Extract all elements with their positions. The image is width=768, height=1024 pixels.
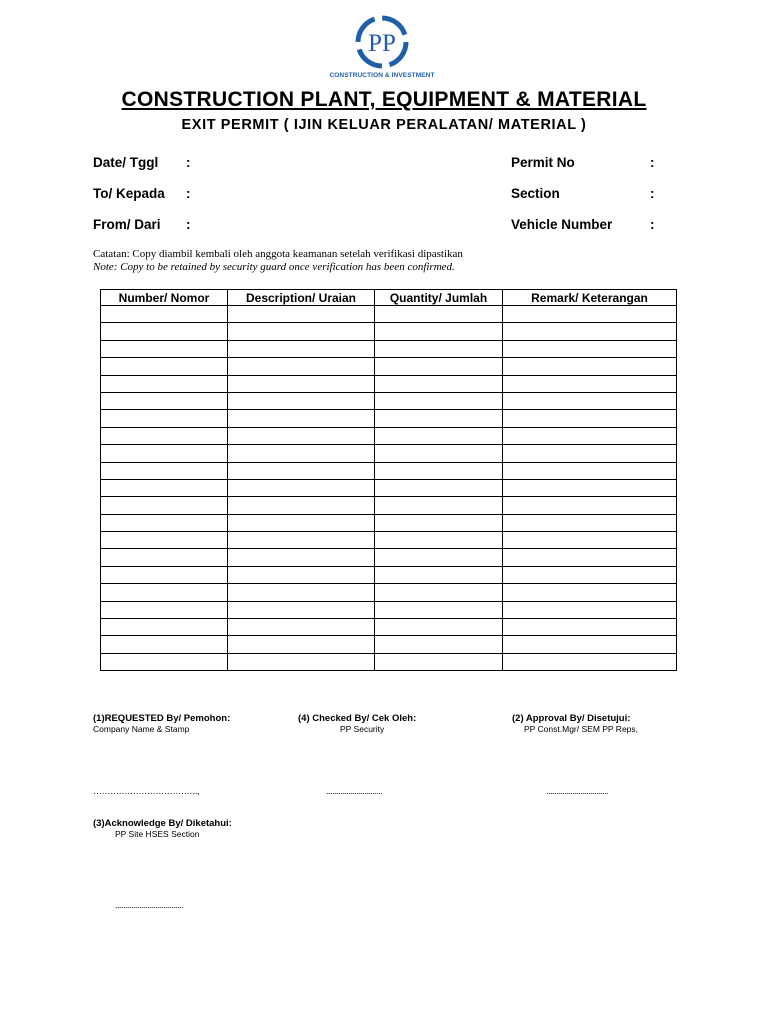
requested-by-heading: (1)REQUESTED By/ Pemohon: [93, 713, 231, 724]
logo-caption: CONSTRUCTION & INVESTMENT [329, 72, 435, 79]
cell-remark [503, 514, 677, 531]
cell-quantity [375, 427, 503, 444]
table-row [101, 653, 677, 670]
cell-remark [503, 549, 677, 566]
cell-number [101, 601, 228, 618]
pp-logo-icon [326, 12, 438, 74]
cell-description [228, 514, 375, 531]
acknowledge-by-heading: (3)Acknowledge By/ Diketahui: [93, 818, 232, 829]
cell-description [228, 392, 375, 409]
cell-remark [503, 497, 677, 514]
col-quantity-header: Quantity/ Jumlah [375, 290, 503, 306]
cell-number [101, 653, 228, 670]
cell-description [228, 532, 375, 549]
table-row [101, 375, 677, 392]
cell-number [101, 375, 228, 392]
cell-remark [503, 392, 677, 409]
from-label: From/ Dari [93, 217, 161, 232]
cell-remark [503, 619, 677, 636]
requested-by-sub: Company Name & Stamp [93, 724, 190, 734]
cell-description [228, 479, 375, 496]
cell-quantity [375, 514, 503, 531]
cell-description [228, 497, 375, 514]
cell-quantity [375, 566, 503, 583]
table-row [101, 410, 677, 427]
cell-description [228, 340, 375, 357]
permit-no-label: Permit No [511, 155, 575, 170]
cell-number [101, 410, 228, 427]
cell-quantity [375, 462, 503, 479]
cell-remark [503, 323, 677, 340]
col-description-header: Description/ Uraian [228, 290, 375, 306]
cell-quantity [375, 358, 503, 375]
cell-number [101, 497, 228, 514]
cell-remark [503, 566, 677, 583]
checked-by-signature-line: ............................ [326, 786, 383, 796]
logo-mark: PP [368, 30, 396, 57]
cell-remark [503, 653, 677, 670]
cell-number [101, 566, 228, 583]
from-colon: : [186, 217, 191, 232]
cell-number [101, 514, 228, 531]
cell-remark [503, 636, 677, 653]
cell-number [101, 358, 228, 375]
cell-number [101, 479, 228, 496]
cell-remark [503, 358, 677, 375]
cell-quantity [375, 601, 503, 618]
cell-number [101, 323, 228, 340]
table-row [101, 514, 677, 531]
cell-description [228, 619, 375, 636]
cell-number [101, 636, 228, 653]
cell-description [228, 549, 375, 566]
cell-remark [503, 306, 677, 323]
cell-description [228, 462, 375, 479]
vehicle-number-label: Vehicle Number [511, 217, 613, 232]
section-colon: : [650, 186, 655, 201]
cell-description [228, 636, 375, 653]
cell-description [228, 323, 375, 340]
cell-description [228, 584, 375, 601]
approval-by-sub: PP Const.Mgr/ SEM PP Reps, [524, 724, 639, 734]
cell-remark [503, 340, 677, 357]
document-subtitle: EXIT PERMIT ( IJIN KELUAR PERALATAN/ MATERIAL ) [181, 117, 587, 133]
cell-quantity [375, 323, 503, 340]
table-row [101, 427, 677, 444]
cell-number [101, 392, 228, 409]
table-header-row [101, 290, 677, 306]
table-body [101, 306, 677, 671]
note-indonesian: Catatan: Copy diambil kembali oleh anggota keamanan setelah verifikasi dipastikan [93, 248, 463, 260]
cell-description [228, 427, 375, 444]
cell-quantity [375, 479, 503, 496]
cell-description [228, 653, 375, 670]
cell-quantity [375, 497, 503, 514]
to-label: To/ Kepada [93, 186, 165, 201]
items-table [100, 289, 677, 671]
cell-remark [503, 532, 677, 549]
permit-no-colon: : [650, 155, 655, 170]
approval-by-heading: (2) Approval By/ Disetujui: [512, 713, 631, 724]
cell-number [101, 427, 228, 444]
cell-number [101, 532, 228, 549]
cell-remark [503, 410, 677, 427]
cell-number [101, 549, 228, 566]
cell-remark [503, 462, 677, 479]
to-colon: : [186, 186, 191, 201]
table-row [101, 392, 677, 409]
cell-description [228, 566, 375, 583]
cell-description [228, 375, 375, 392]
cell-number [101, 619, 228, 636]
company-logo [326, 12, 438, 82]
table-row [101, 340, 677, 357]
cell-remark [503, 375, 677, 392]
checked-by-heading: (4) Checked By/ Cek Oleh: [298, 713, 417, 724]
table-row [101, 306, 677, 323]
cell-remark [503, 584, 677, 601]
cell-remark [503, 445, 677, 462]
cell-remark [503, 427, 677, 444]
table-row [101, 584, 677, 601]
cell-quantity [375, 584, 503, 601]
cell-quantity [375, 653, 503, 670]
cell-quantity [375, 532, 503, 549]
cell-quantity [375, 392, 503, 409]
table-row [101, 479, 677, 496]
cell-quantity [375, 636, 503, 653]
table-row [101, 619, 677, 636]
cell-remark [503, 479, 677, 496]
requested-by-signature-line: ………………………………., [93, 786, 200, 796]
table-row [101, 636, 677, 653]
cell-description [228, 445, 375, 462]
col-number-header: Number/ Nomor [101, 290, 228, 306]
table-row [101, 445, 677, 462]
cell-quantity [375, 306, 503, 323]
table-row [101, 566, 677, 583]
note-english: Note: Copy to be retained by security guard once verification has been confirmed. [93, 261, 455, 273]
cell-number [101, 306, 228, 323]
cell-number [101, 584, 228, 601]
approval-by-signature-line: ............................... [546, 786, 609, 796]
cell-number [101, 462, 228, 479]
cell-description [228, 410, 375, 427]
cell-description [228, 358, 375, 375]
cell-number [101, 445, 228, 462]
acknowledge-by-sub: PP Site HSES Section [115, 829, 200, 839]
table-row [101, 549, 677, 566]
document-title: CONSTRUCTION PLANT, EQUIPMENT & MATERIAL [121, 88, 647, 111]
date-colon: : [186, 155, 191, 170]
table-row [101, 323, 677, 340]
section-label: Section [511, 186, 560, 201]
vehicle-number-colon: : [650, 217, 655, 232]
cell-description [228, 601, 375, 618]
table-row [101, 462, 677, 479]
cell-quantity [375, 619, 503, 636]
table-row [101, 532, 677, 549]
checked-by-sub: PP Security [340, 724, 385, 734]
cell-quantity [375, 410, 503, 427]
table-row [101, 358, 677, 375]
cell-number [101, 340, 228, 357]
table-row [101, 497, 677, 514]
cell-quantity [375, 375, 503, 392]
col-remark-header: Remark/ Keterangan [503, 290, 677, 306]
table-row [101, 601, 677, 618]
cell-quantity [375, 445, 503, 462]
acknowledge-by-signature-line: .................................. [115, 900, 184, 910]
cell-quantity [375, 549, 503, 566]
cell-remark [503, 601, 677, 618]
cell-description [228, 306, 375, 323]
date-label: Date/ Tggl [93, 155, 159, 170]
cell-quantity [375, 340, 503, 357]
